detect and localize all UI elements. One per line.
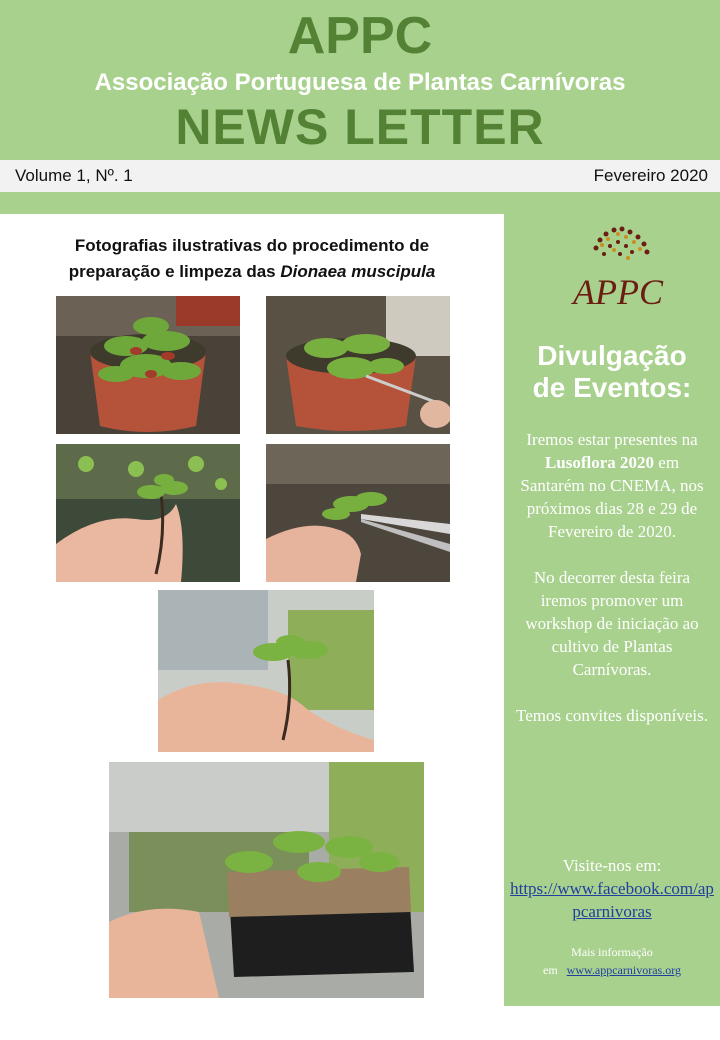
green-band	[0, 192, 720, 214]
repotted-flytrap-photo	[109, 762, 424, 998]
website-line	[504, 962, 720, 978]
tweezers-cleaning-photo	[266, 296, 450, 434]
events-body	[512, 428, 712, 750]
events-title-line-2: de Eventos:	[532, 372, 692, 403]
event-paragraph-3: Temos convites disponíveis.	[516, 706, 708, 725]
event-p1-b: em Santarém no CNEMA, nos próximos dias 28 e 29 de Fevereiro de 2020.	[520, 453, 704, 541]
events-title	[504, 340, 720, 404]
potted-flytrap-photo	[56, 296, 240, 434]
association-name: Associação Portuguesa de Plantas Carnívoras	[94, 69, 626, 96]
caption-line-2	[40, 259, 464, 285]
hand-bare-root-photo	[56, 444, 240, 582]
events-sidebar	[504, 214, 720, 1006]
hand-flytrap-roots-photo	[158, 590, 374, 752]
caption-line-2-text: preparação e limpeza das	[68, 262, 281, 281]
more-info-label: Mais informação	[571, 945, 653, 959]
facebook-link[interactable]: https://www.facebook.com/appcarnivoras	[510, 879, 714, 921]
event-paragraph-2: No decorrer desta feira iremos promover um workshop de iniciação ao cultivo de Plantas Carnívoras.	[525, 568, 699, 679]
acronym-title: APPC	[287, 7, 433, 65]
newsletter-title: NEWS LETTER	[175, 99, 545, 155]
event-p1-a: Iremos estar presentes na	[526, 430, 698, 449]
website-link[interactable]: www.appcarnivoras.org	[566, 963, 681, 977]
logo-text: APPC	[573, 272, 663, 312]
caption-line-1: Fotografias ilustrativas do procedimento de	[74, 236, 430, 255]
photo-caption	[40, 233, 464, 285]
event-name: Lusoflora 2020	[544, 453, 655, 472]
issue-date: Fevereiro 2020	[593, 166, 708, 185]
scissors-trimming-photo	[266, 444, 450, 582]
events-title-line-1: Divulgação	[537, 340, 687, 371]
em-label: em	[543, 963, 558, 977]
newsletter-header	[0, 0, 720, 160]
event-paragraph-1	[512, 428, 712, 543]
visit-label: Visite-nos em:	[562, 856, 662, 875]
caption-species: Dionaea muscipula	[280, 262, 436, 281]
appc-logo	[558, 220, 678, 316]
volume-number: Volume 1, Nº. 1	[15, 166, 133, 185]
issue-bar	[0, 160, 720, 192]
